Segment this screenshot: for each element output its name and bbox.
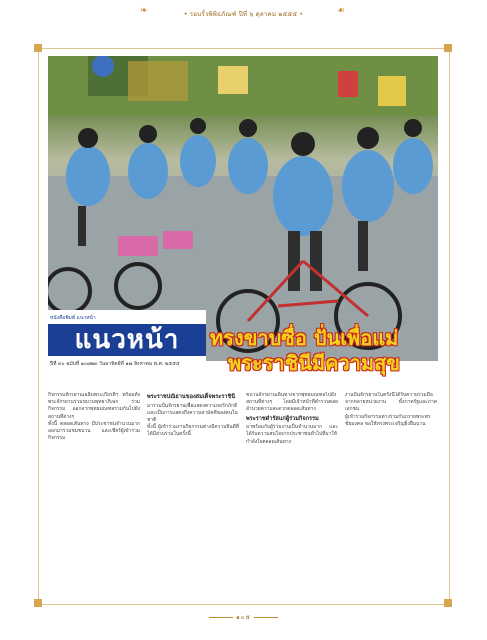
frame-corner-top-left (34, 44, 42, 52)
frame-corner-bottom-right (444, 599, 452, 607)
masthead-name: แนวหน้า (74, 325, 180, 355)
column-2-paragraph-2: ทั้งนี้ ผู้เข้าร่วมงานกิจกรรมต่างมีความยินดีที่ได้มีส่วนร่วมในครั้งนี้ (147, 424, 239, 438)
article-body (48, 392, 438, 597)
column-1-paragraph-2: ทั้งนี้ ตลอดเส้นทาง มีประชาชนจำนวนมากออกมาร่วมชมขบวน และเชียร์ผู้เข้าร่วมกิจกรรม (48, 420, 140, 442)
header-ornament-left: ❧ (140, 6, 148, 16)
column-3-heading: พระราชดำรัสแก่ผู้ร่วมกิจกรรม (246, 415, 319, 422)
headline-line-1: ทรงขาบซื่อ ปั่นเพื่อแม่ (210, 326, 399, 350)
column-2-heading: พระราชปณิธานของสมเด็จพระราชินี (147, 394, 236, 400)
column-3-paragraph-2: มาพร้อมกับผู้ร่วมงานเป็นจำนวนมาก และได้รับความสนใจจากประชาชนทั่วไปที่มาให้กำลังใจตลอดเส้นทาง (246, 424, 338, 445)
page-number: ๑๐๕ (235, 614, 251, 621)
header-title: • รอบรั้วพิพิธภัณฑ์ ปีที่ ๖ ตุลาคม ๒๕๕๕ • (183, 11, 304, 18)
masthead-date: ปีที่ ๓๐ ฉบับที่ ๑๐๗๒๓ วันอาทิตย์ที่ ๑๗ สิงหาคม พ.ศ. ๒๕๕๕ (50, 361, 180, 367)
frame-corner-bottom-left (34, 599, 42, 607)
column-4-paragraph-1: งานปั่นจักรยานในครั้งนี้ได้รับความร่วมมือจากหลายหน่วยงาน ทั้งภาครัฐและภาคเอกชน (345, 392, 437, 413)
page-number-area (200, 612, 287, 622)
page-number-rule-right (254, 617, 278, 618)
page-number-rule-left (209, 617, 233, 618)
article-column-4 (345, 392, 437, 597)
article-column-2 (147, 392, 239, 597)
column-3-paragraph-1: ขบวนจักรยานเดินทางจากพุทธมณฑลไปยังสถานที่ต่างๆ โดยมีเจ้าหน้าที่ตำรวจคอยอำนวยความสะดวกตลอดเส้นทาง (246, 392, 338, 413)
column-4-paragraph-2: ผู้เข้าร่วมกิจกรรมต่างร่วมกันถวายพระพรชัยมงคล ขอให้ทรงพระเจริญยิ่งยืนนาน (345, 413, 431, 427)
masthead (48, 310, 206, 380)
article-column-1 (48, 392, 140, 597)
masthead-label: หนังสือพิมพ์ แนวหน้า (50, 315, 96, 321)
column-1-paragraph-1: กิจกรรมจักรยานเฉลิมพระเกียรติฯ พร้อมทั้งพระจักรยานร่วมขบวนพุทธาภิเษก ร่วมกิจกรรม ออกจากพุทธมณฑลร่วมกันไปยังสถานที่ต่างๆ (48, 392, 140, 420)
header-ornament-right: ☙ (337, 6, 346, 16)
frame-corner-top-right (444, 44, 452, 52)
column-2-paragraph-1: มาร่วมปั่นจักรยานเพื่อแสดงความจงรักภักดี และเป็นการแสดงถึงความสามัคคีของคนในชาติ (147, 402, 238, 423)
article-column-3 (246, 392, 338, 597)
page-header (0, 6, 487, 24)
headline-line-2: พระราชินีมีความสุข (228, 351, 400, 375)
